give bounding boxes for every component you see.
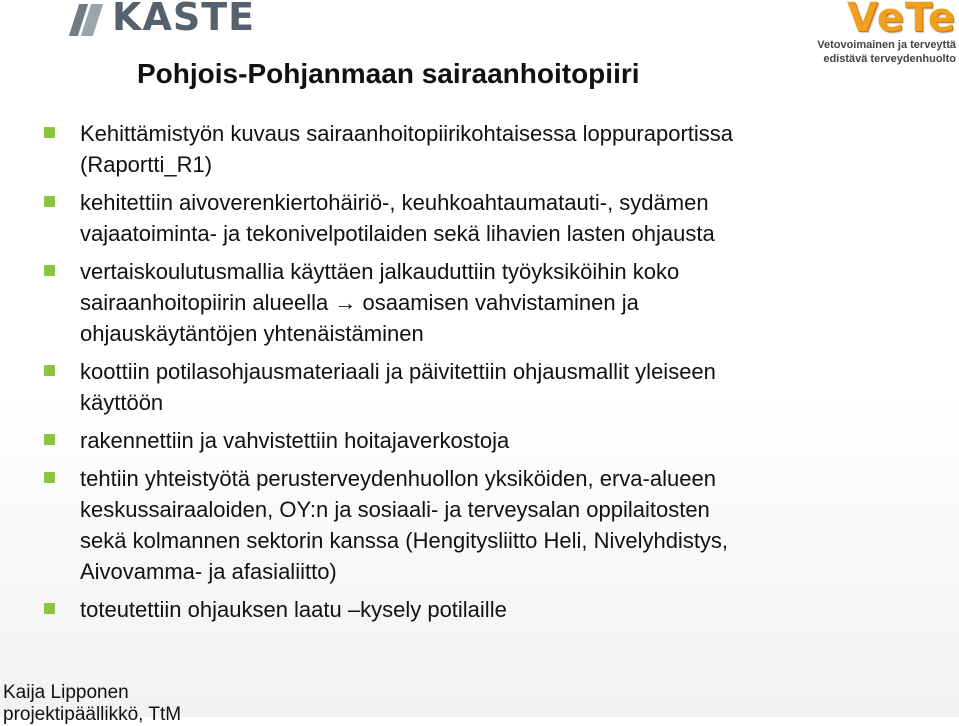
bullet-square-icon [44,434,55,445]
vete-logo-tagline-2: edistävä terveydenhuolto [823,53,956,65]
bullet-item [44,187,944,249]
bullet-text: Kehittämistyön kuvaus sairaanhoitopiirikohtaisessa loppuraportissa (Raportti_R1) [80,121,734,177]
footer-author: Kaija Lipponen [3,682,129,703]
vete-logo-tagline-1: Vetovoimainen ja terveyttä [817,39,956,51]
bullet-item [44,256,944,349]
bullet-text: rakennettiin ja vahvistettiin hoitajaverkostoja [80,428,510,453]
bullet-square-icon [44,127,55,138]
bullet-square-icon [44,603,55,614]
kaste-logo-text: KASTE [112,0,256,39]
bullet-text: koottiin potilasohjausmateriaali ja päivitettiin ohjausmallit yleiseen käyttöön [80,359,716,415]
bullet-item [44,594,944,625]
bullet-text: kehitettiin aivoverenkiertohäiriö-, keuhkoahtaumatauti-, sydämen vajaatoiminta- ja tekonivelpotilaiden sekä lihavien lasten ohjausta [80,190,715,246]
slide-title: Pohjois-Pohjanmaan sairaanhoitopiiri [137,58,640,89]
bullet-square-icon [44,365,55,376]
bullet-item [44,356,944,418]
vete-logo [806,0,956,66]
bullet-list [44,118,944,632]
bullet-item [44,463,944,587]
vete-logo-word: VeTe [847,0,956,41]
bullet-text: vertaiskoulutusmallia käyttäen jalkauduttiin työyksiköihin koko sairaanhoitopiirin alueella → osaamisen vahvistaminen ja ohjauskäytäntöjen yhtenäistäminen [80,259,680,346]
kaste-logo [74,0,256,39]
bullet-text: tehtiin yhteistyötä perusterveydenhuollon yksiköiden, erva-alueen keskussairaaloiden, OY:n ja sosiaali- ja terveysalan oppilaitosten sekä kolmannen sektorin kanssa (Hengitysliitto Heli, Nivelyhdistys, Aivovamma- ja afasialiitto) [80,466,729,584]
bullet-square-icon [44,265,55,276]
bullet-square-icon [44,196,55,207]
kaste-logo-icon [74,0,104,36]
bullet-square-icon [44,472,55,483]
bullet-item [44,425,944,456]
bullet-text: toteutettiin ohjauksen laatu –kysely potilaille [80,597,507,622]
bullet-item [44,118,944,180]
footer-role: projektipäällikkö, TtM [3,704,182,725]
